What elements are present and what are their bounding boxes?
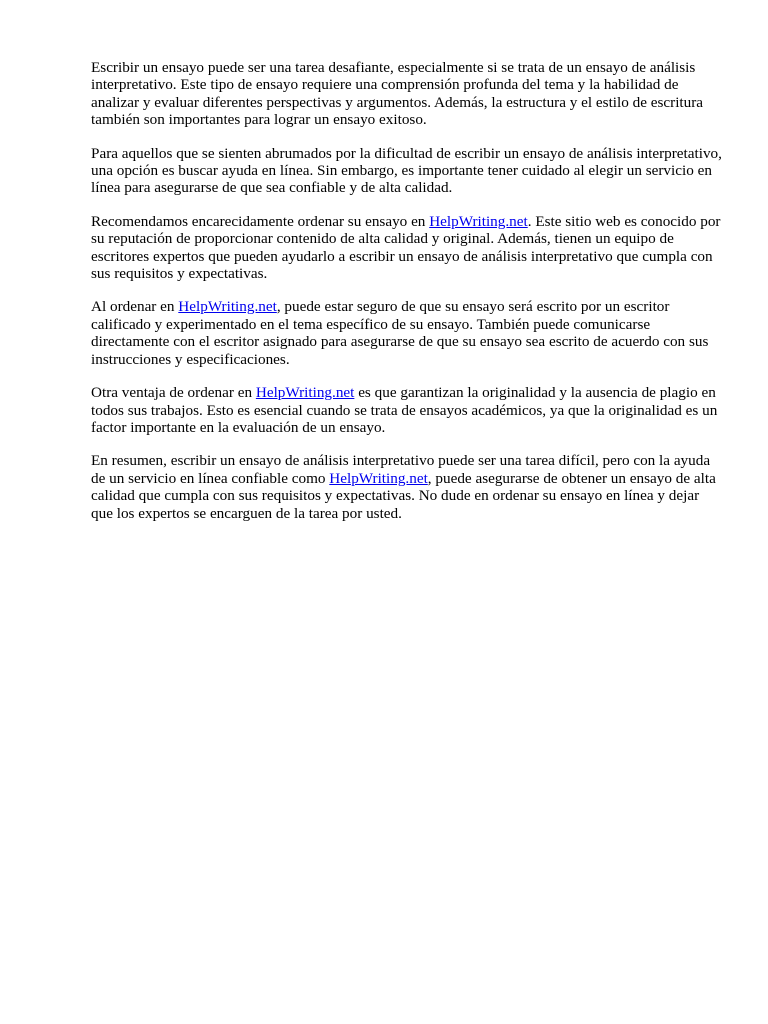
paragraph-4: [91, 298, 723, 368]
helpwriting-link[interactable]: HelpWriting.net: [178, 298, 277, 316]
paragraph-text: En resumen, escribir un ensayo de análisis interpretativo puede ser una tarea difícil, pero con la ayuda de un servicio en línea confiable como: [91, 452, 711, 487]
paragraph-text: Al ordenar en: [91, 298, 179, 316]
helpwriting-link[interactable]: HelpWriting.net: [329, 469, 428, 487]
paragraph-text: , puede asegurarse de obtener un ensayo de alta calidad que cumpla con sus requisitos y expectativas. No dude en ordenar su ensayo en línea y dejar que los expertos se encarguen de la tarea por usted.: [91, 469, 716, 522]
paragraph-2: [91, 145, 723, 197]
paragraph-text: Para aquellos que se sienten abrumados por la dificultad de escribir un ensayo de análisis interpretativo, una opción es buscar ayuda en línea. Sin embargo, es importante tener cuidado al elegir un servicio en línea para asegurarse de que sea confiable y de alta calidad.: [91, 144, 722, 197]
paragraph-text: . Este sitio web es conocido por su reputación de proporcionar contenido de alta calidad y original. Además, tienen un equipo de escritores expertos que pueden ayudarlo a escribir un ensayo de análisis interpretativo que cumpla con sus requisitos y expectativas.: [91, 212, 721, 283]
paragraph-text: , puede estar seguro de que su ensayo será escrito por un escritor calificado y experimentado en el tema específico de su ensayo. También puede comunicarse directamente con el escritor asignado para asegurarse de que su ensayo sea escrito de acuerdo con sus instrucciones y especificaciones.: [91, 298, 709, 368]
paragraph-text: es que garantizan la originalidad y la ausencia de plagio en todos sus trabajos. Esto es esencial cuando se trata de ensayos académicos, ya que la originalidad es un factor importante en la evaluación de un ensayo.: [91, 384, 718, 436]
paragraph-1: [91, 59, 723, 129]
paragraph-6: [91, 452, 723, 522]
document-body: [91, 59, 723, 538]
paragraph-text: Recomendamos encarecidamente ordenar su ensayo en: [91, 212, 430, 230]
paragraph-text: Otra ventaja de ordenar en: [91, 384, 256, 402]
paragraph-5: [91, 384, 723, 436]
helpwriting-link[interactable]: HelpWriting.net: [255, 384, 355, 402]
helpwriting-link[interactable]: HelpWriting.net: [429, 212, 528, 230]
paragraph-text: Escribir un ensayo puede ser una tarea desafiante, especialmente si se trata de un ensayo de análisis interpretativo. Este tipo de ensayo requiere una comprensión profunda del tema y la habilidad de analizar y evaluar diferentes perspectivas y argumentos. Además, la estructura y el estilo de escritura también son importantes para lograr un ensayo exitoso.: [91, 59, 704, 129]
paragraph-3: [91, 213, 723, 283]
